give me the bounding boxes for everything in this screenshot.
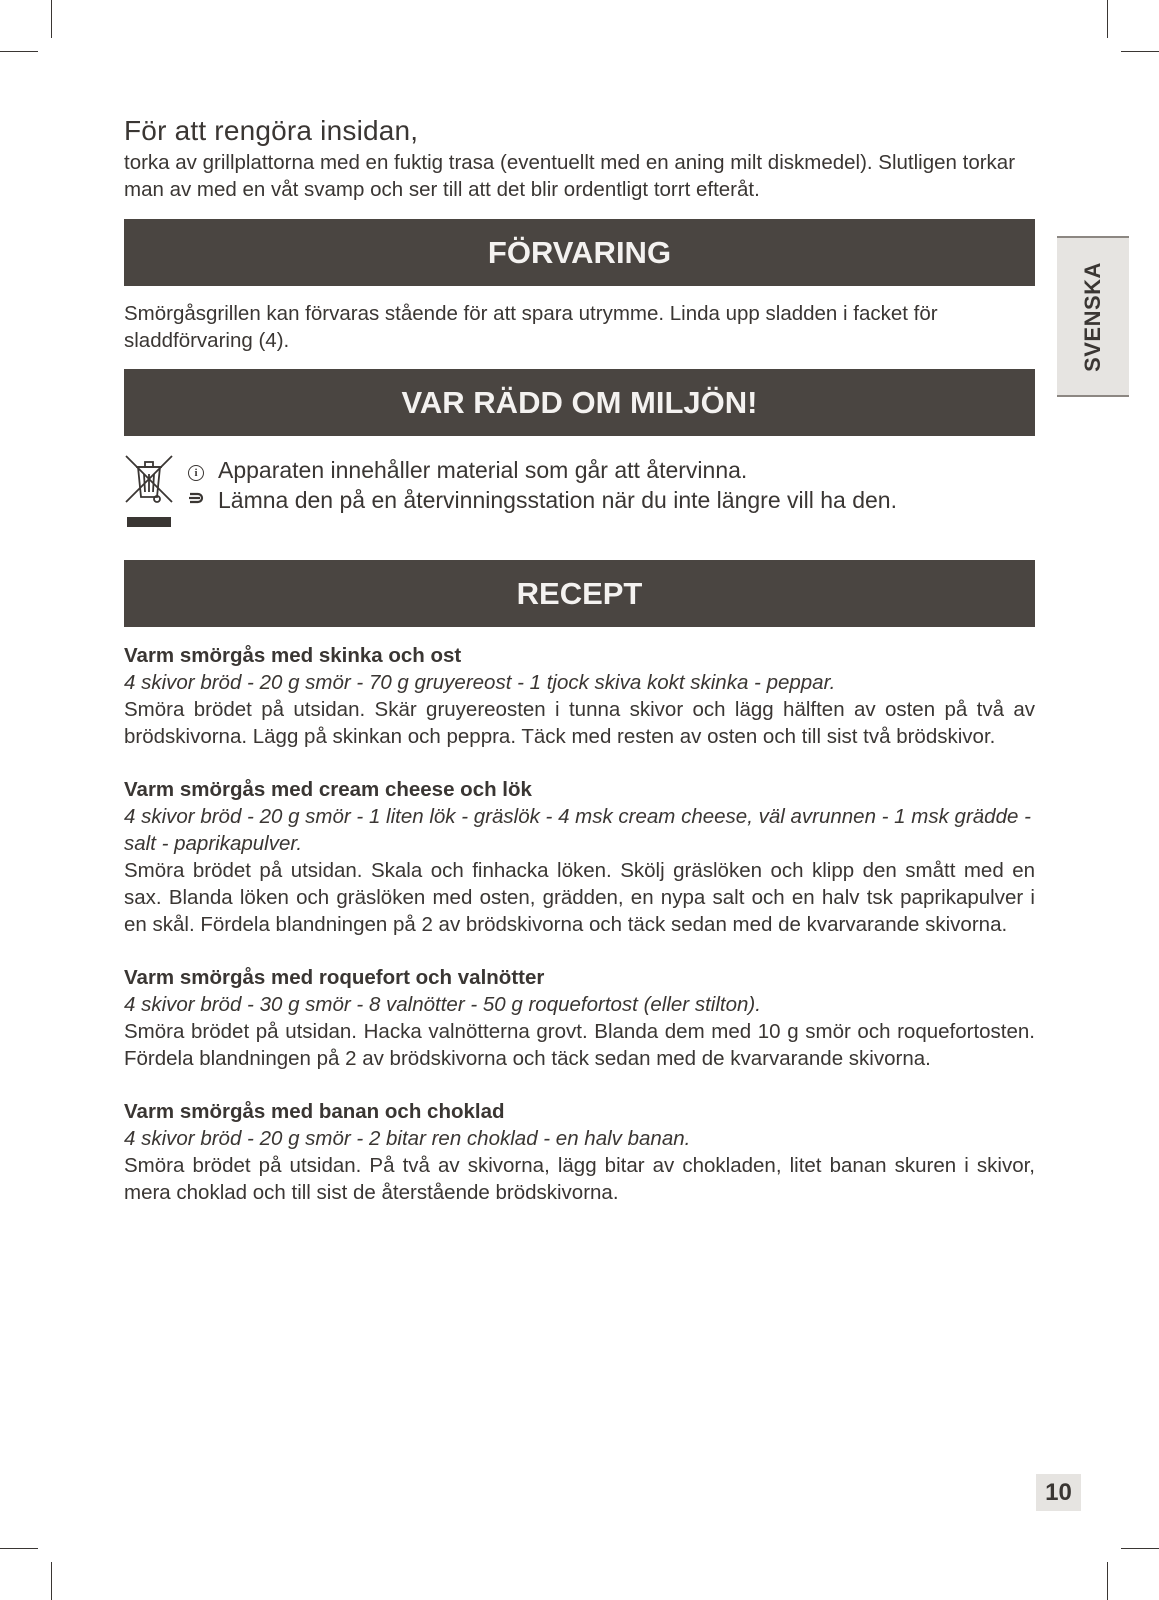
recipe-title: Varm smörgås med cream cheese och lök xyxy=(124,778,532,801)
recipe-ingredients: 4 skivor bröd - 20 g smör - 2 bitar ren choklad - en halv banan. xyxy=(124,1127,691,1150)
recipe xyxy=(124,1098,1035,1206)
recipe-method: Smöra brödet på utsidan. Skala och finhacka löken. Skölj gräslöken och klipp den smått med en sax. Blanda löken och gräslöken med osten, grädden, en nypa salt och en halv tsk paprikapulver i en skål. Fördela blandningen på 2 av brödskivorna och täck sedan med de kvarvarande skivorna. xyxy=(124,859,1035,936)
crop-mark xyxy=(51,0,52,38)
language-tab xyxy=(1057,236,1129,397)
crop-mark xyxy=(1121,1548,1159,1549)
recipe-title: Varm smörgås med banan och choklad xyxy=(124,1100,505,1123)
recipe xyxy=(124,776,1035,938)
crop-mark xyxy=(1107,0,1108,38)
list-item xyxy=(188,455,897,485)
list-item xyxy=(188,485,897,515)
heading-environment: VAR RÄDD OM MILJÖN! xyxy=(124,369,1035,436)
recipe-title: Varm smörgås med skinka och ost xyxy=(124,644,462,667)
recipe-method: Smöra brödet på utsidan. Hacka valnötterna grovt. Blanda dem med 10 g smör och roquefortosten. Fördela blandningen på 2 av brödskivorna och täck sedan med de kvarvarande skivorna. xyxy=(124,1020,1035,1070)
crop-mark xyxy=(51,1562,52,1600)
heading-recipes: RECEPT xyxy=(124,560,1035,627)
crop-mark xyxy=(1121,51,1159,52)
list-item-text: Lämna den på en återvinningsstation när du inte längre vill ha den. xyxy=(218,487,897,513)
environment-list xyxy=(188,454,897,515)
recipe-method: Smöra brödet på utsidan. Skär gruyereosten i tunna skivor och lägg hälften av osten på två av brödskivorna. Lägg på skinkan och peppra. Täck med resten av osten och till sist två brödskivor. xyxy=(124,698,1035,748)
heading-storage: FÖRVARING xyxy=(124,219,1035,286)
recipe-ingredients: 4 skivor bröd - 20 g smör - 1 liten lök - gräslök - 4 msk cream cheese, väl avrunnen - 1 msk grädde - salt - paprikapulver. xyxy=(124,805,1031,855)
page-content xyxy=(124,114,1035,1206)
info-icon: i xyxy=(188,455,218,485)
page-number: 10 xyxy=(1036,1474,1081,1511)
section-title-cleaning: För att rengöra insidan, xyxy=(124,115,419,146)
arrow-right-icon xyxy=(188,485,218,515)
language-tab-label: SVENSKA xyxy=(1080,261,1105,372)
crop-mark xyxy=(1107,1562,1108,1600)
recipe-ingredients: 4 skivor bröd - 30 g smör - 8 valnötter - 50 g roquefortost (eller stilton). xyxy=(124,993,761,1016)
recipe-title: Varm smörgås med roquefort och valnötter xyxy=(124,966,545,989)
crop-mark xyxy=(0,51,38,52)
storage-text: Smörgåsgrillen kan förvaras stående för att spara utrymme. Linda upp sladden i facket för sladdförvaring (4). xyxy=(124,302,938,352)
recipe-method: Smöra brödet på utsidan. På två av skivorna, lägg bitar av chokladen, litet banan skuren i skivor, mera choklad och till sist de återstående brödskivorna. xyxy=(124,1154,1035,1204)
recipe xyxy=(124,642,1035,750)
list-item-text: Apparaten innehåller material som går att återvinna. xyxy=(218,457,748,483)
crop-mark xyxy=(0,1548,38,1549)
recipe-ingredients: 4 skivor bröd - 20 g smör - 70 g gruyereost - 1 tjock skiva kokt skinka - peppar. xyxy=(124,671,836,694)
recipe xyxy=(124,964,1035,1072)
cleaning-text: torka av grillplattorna med en fuktig trasa (eventuellt med en aning milt diskmedel). Slutligen torkar man av med en våt svamp och ser till att det blir ordentligt torrt efteråt. xyxy=(124,151,1016,201)
crossed-out-wheelie-bin-icon xyxy=(124,454,174,530)
environment-section xyxy=(124,454,1035,530)
